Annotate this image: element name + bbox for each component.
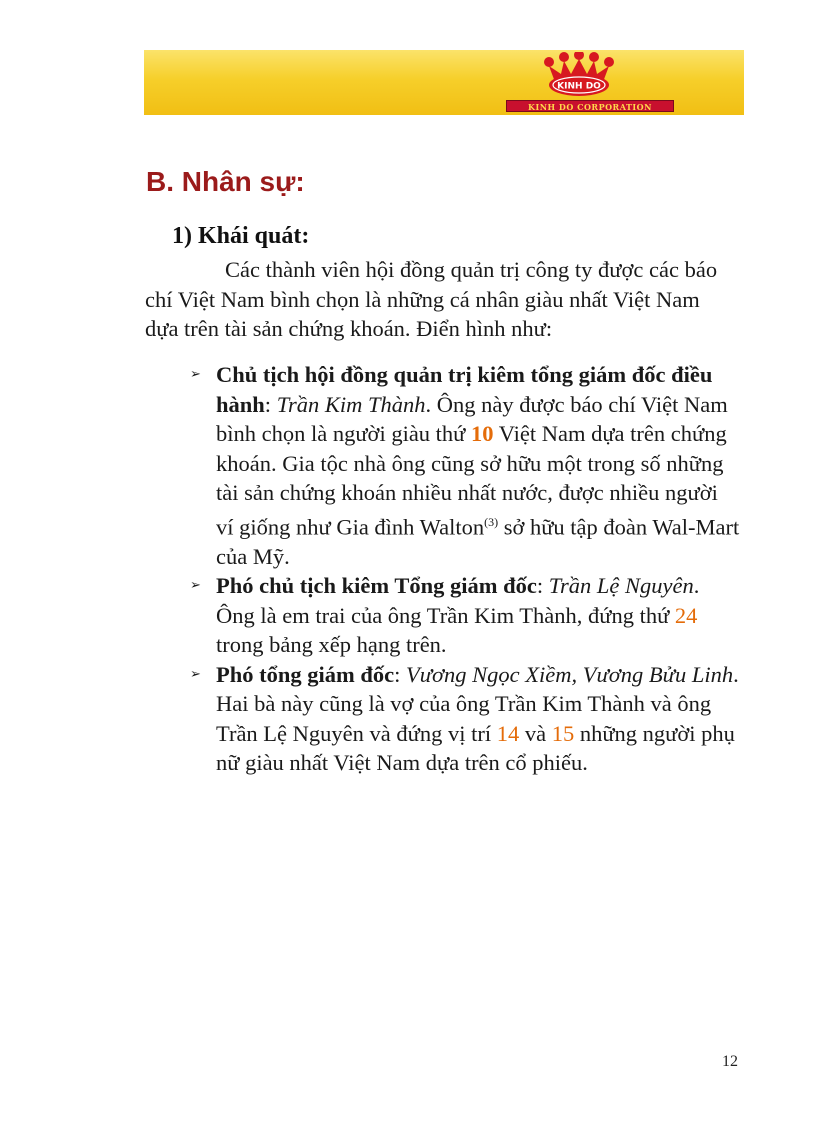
list-item: ➢ Chủ tịch hội đồng quản trị kiêm tổng giám đốc điều hành: Trần Kim Thành. Ông này được báo chí Việt Nam bình chọn là người giàu thứ 10 Việt Nam dựa trên chứng khoán. Gia tộc nhà ông cũng sở hữu một trong số những tài sản chứng khoán nhiều nhất nước, được nhiều người ví giống như Gia đình Walton$^{(3)}$ sở hữu tập đoàn Wal-Mart của Mỹ. [190, 362, 740, 569]
member-role: Phó chủ tịch kiêm Tổng giám đốc [216, 573, 537, 598]
member-name: Trần Kim Thành [276, 391, 426, 417]
arrow-bullet-icon: ➢ [190, 367, 201, 382]
rank-number: 24 [674, 602, 698, 628]
rank-number: 14 [496, 720, 520, 746]
arrow-bullet-icon: ➢ [190, 578, 201, 593]
kinh-do-crown-logo [539, 52, 619, 100]
member-name: Trần Lệ Nguyên [548, 573, 694, 598]
member-role: Chủ tịch hội đồng quản trị kiêm tổng giám đốc điều hành [216, 362, 713, 417]
board-members-list [190, 360, 740, 778]
section-title: B. Nhân sự: [146, 166, 305, 197]
rank-number: 15 [551, 720, 575, 746]
arrow-bullet-icon: ➢ [190, 666, 201, 682]
svg-text:KINH DO: KINH DO [557, 81, 601, 92]
member-role: Phó tổng giám đốc [216, 661, 395, 687]
list-item: ➢ Phó tổng giám đốc: Vương Ngọc Xiềm, Vương Bửu Linh. Hai bà này cũng là vợ của ông Trần Kim Thành và ông Trần Lệ Nguyên và đứng vị trí 14 và 15 những người phụ nữ giàu nhất Việt Nam dựa trên cổ phiếu. [190, 661, 739, 775]
member-name: Vương Ngọc Xiềm, Vương Bửu Linh [406, 661, 734, 687]
page-number: 12 [722, 1053, 738, 1070]
subsection-title: 1) Khái quát: [172, 223, 310, 249]
list-item: ➢ Phó chủ tịch kiêm Tổng giám đốc: Trần Lệ Nguyên. Ông là em trai của ông Trần Kim Thành, đứng thứ 24 trong bảng xếp hạng trên. [190, 573, 700, 657]
header-banner [144, 50, 744, 115]
intro-paragraph: Các thành viên hội đồng quản trị công ty được các báo chí Việt Nam bình chọn là những cá nhân giàu nhất Việt Nam dựa trên tài sản chứng khoán. Điển hình như: [145, 257, 718, 341]
footnote-marker: (3) [484, 514, 499, 529]
rank-number: 10 [471, 421, 494, 446]
corporation-label: KINH DO CORPORATION [506, 100, 674, 112]
